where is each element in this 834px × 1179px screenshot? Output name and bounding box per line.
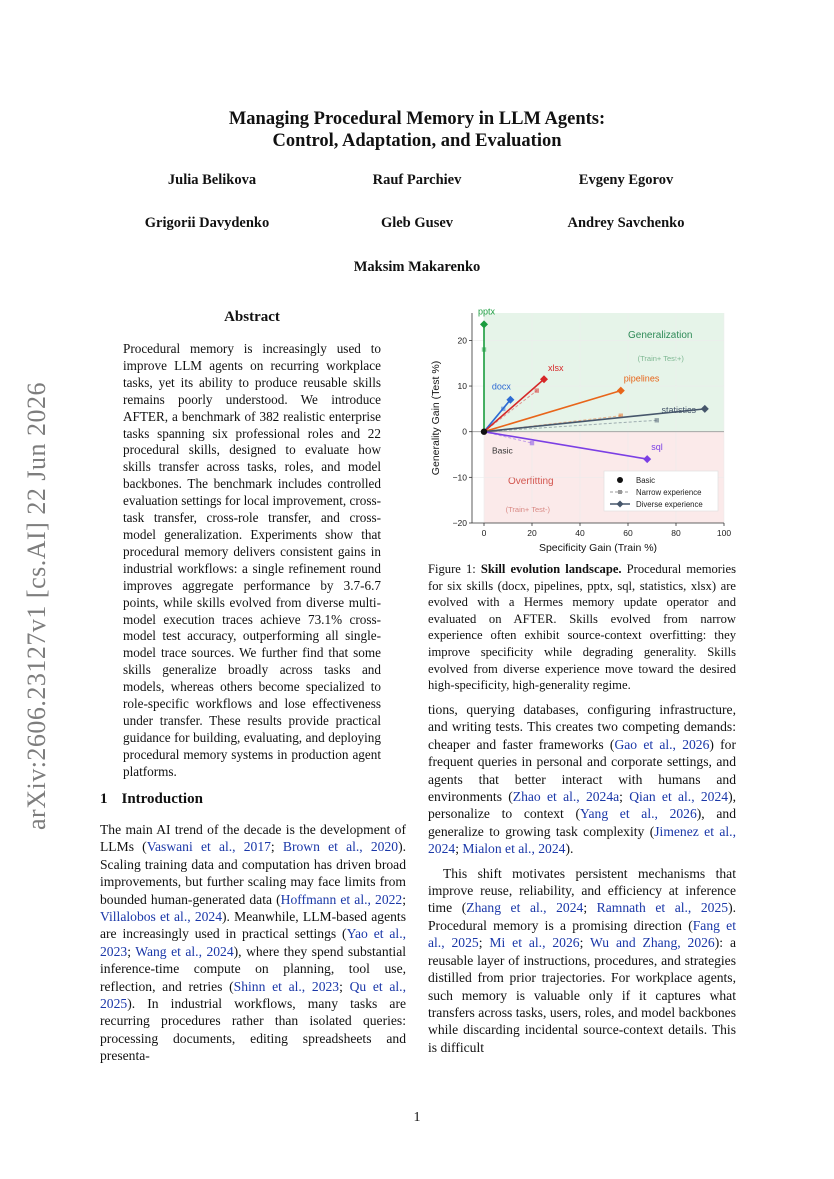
caption-title: Skill evolution landscape. (480, 562, 622, 576)
author: Gleb Gusev (380, 215, 454, 231)
text-run: The main AI trend of the decade is the development of LLMs ( (100, 822, 406, 855)
author: Maksim Makarenko (353, 259, 481, 275)
citation-link[interactable]: Wang et al., 2024 (135, 943, 234, 959)
skill-label-pptx: pptx (478, 306, 496, 317)
text-run: tions, querying databases, configuring infrastructure, and writing tests. This creates two competing demands: cheaper and faster frameworks ( (428, 702, 736, 752)
author: Andrey Savchenko (567, 215, 685, 231)
caption-text: Procedural memories for six skills (docx, pipelines, pptx, sql, statistics, xlsx) are evolved with a Hermes memory update operator and evaluated on AFTER. Skills evolved from narrow experience often exhibit source-context overfitting: they improve specificity while degrading generality. Skills evolved from diverse experience move toward the desired high-specificity, high-generality regime. (428, 562, 736, 693)
text-run: ): a reusable layer of instructions, procedures, and strategies distilled from prior trajectories. For workplace agents, such memory is valuable only if it captures what transfers across tasks, users, roles, and model backbones while discarding incidental source-context details. This is difficult (428, 935, 736, 1055)
text-run: ). (565, 841, 574, 857)
x-tick-label: 20 (527, 528, 537, 538)
citation-link[interactable]: Villalobos et al., 2024 (100, 909, 223, 925)
title-line-2: Control, Adaptation, and Evaluation (272, 131, 562, 151)
narrow-point-statistics (655, 418, 659, 422)
text-run: ). Scaling training data and computation has driven broad improvements, but further scaling may face limits from bounded human-generated data ( (100, 839, 406, 907)
y-tick-label: 0 (462, 426, 467, 437)
author: Evgeny Egorov (578, 172, 674, 188)
y-axis-label: Generality Gain (Test %) (430, 360, 442, 476)
x-tick-label: 80 (671, 528, 681, 538)
paragraph (428, 701, 736, 858)
page-number: 1 (413, 1110, 421, 1125)
citation-link[interactable]: Fang et al., 2025 (428, 917, 736, 951)
author: Rauf Parchiev (372, 172, 462, 188)
region-sublabel: (Train+ Test-) (505, 505, 550, 515)
text-run: ), personalize to context ( (428, 789, 736, 822)
text-run: ), and generalize to growing task complexity ( (428, 806, 737, 839)
y-tick-label: 10 (457, 381, 467, 392)
text-run: ) for frequent queries in personal and corporate settings, and agents that better interact with humans and environments ( (428, 736, 736, 805)
citation-link[interactable]: Zhao et al., 2024a (512, 789, 620, 805)
legend-entry: Diverse experience (636, 500, 703, 509)
text-run: ; (127, 943, 136, 959)
skill-evolution-chart (426, 305, 738, 557)
origin-label: Basic (492, 445, 513, 456)
section-title: Introduction (121, 791, 203, 807)
citation-link[interactable]: Jimenez et al., 2024 (428, 823, 736, 857)
intro-column-right (428, 701, 736, 1056)
region-label: Overfitting (508, 476, 554, 488)
text-run: ; (478, 935, 490, 951)
title-line-1: Managing Procedural Memory in LLM Agents: (228, 109, 606, 129)
citation-link[interactable]: Yang et al., 2026 (580, 806, 697, 822)
citation-link[interactable]: Yao et al., 2023 (100, 926, 406, 959)
abstract-heading: Abstract (224, 309, 280, 325)
y-tick-label: 20 (457, 335, 467, 346)
citation-link[interactable]: Hoffmann et al., 2022 (280, 891, 403, 907)
x-tick-label: 60 (623, 528, 633, 538)
citation-link[interactable]: Mi et al., 2026 (489, 935, 580, 951)
paragraph (428, 865, 736, 1056)
x-tick-label: 40 (575, 528, 585, 538)
skill-label-pipelines: pipelines (623, 373, 660, 384)
arxiv-identifier: arXiv:2606.23127v1 [cs.AI] 22 Jun 2026 (22, 382, 51, 830)
citation-link[interactable]: Brown et al., 2020 (282, 839, 399, 855)
figure-caption (428, 561, 736, 694)
basic-origin-point (481, 428, 487, 434)
text-run: ; (619, 789, 630, 805)
text-run: ). Meanwhile, LLM-based agents are increasingly used in practical settings ( (100, 909, 407, 942)
author: Julia Belikova (167, 172, 257, 188)
citation-link[interactable]: Qu et al., 2025 (100, 978, 406, 1012)
citation-link[interactable]: Wu and Zhang, 2026 (590, 935, 715, 951)
x-axis-label: Specificity Gain (Train %) (538, 542, 658, 554)
intro-column-left (100, 821, 406, 1065)
section-heading (100, 791, 203, 808)
text-run: ), where they spend substantial inference-time compute on planning, tool use, reflection, and retries ( (100, 943, 406, 994)
author: Grigorii Davydenko (144, 215, 270, 231)
legend-marker-narrow (618, 490, 622, 494)
narrow-point-xlsx (535, 388, 539, 392)
x-tick-label: 0 (481, 528, 487, 538)
citation-link[interactable]: Zhang et al., 2024 (466, 900, 584, 916)
skill-label-sql: sql (651, 442, 663, 453)
y-tick-label: −10 (452, 472, 467, 483)
x-tick-label: 100 (716, 528, 732, 538)
text-run: ; (579, 935, 590, 951)
caption-label: Figure 1: (428, 562, 476, 576)
abstract-text: Procedural memory is increasingly used to improve LLM agents on recurring workplace tasks, yet its ability to produce reusable skills remains poorly understood. We introduce AFTER, a benchmark of 382 realistic enterprise tasks spanning six professional roles and 22 procedural skills, designed to evaluate how skills transfer across tasks, roles, and model backbones. The benchmark includes controlled evaluation settings for local improvement, cross-task transfer, cross-role transfer, and cross-model generalization. Experiments show that procedural memory delivers consistent gains in industrial workflows: a single refinement round improves aggregate performance by 3.7-6.7 points, while skills evolved from diverse multi-model execution traces achieve 73.1% cross-model test accuracy, outperforming all single-model trace sources. We further find that some skills generalize broadly across tasks and models, whereas others become specialized to role-specific workflows and lose effectiveness under transfer. These results provide practical guidance for building, evaluating, and deploying procedural memory systems in production agent platforms. (123, 341, 381, 779)
citation-link[interactable]: Mialon et al., 2024 (462, 841, 566, 857)
text-run: ). Procedural memory is a promising direction ( (428, 900, 736, 933)
section-number: 1 (100, 791, 108, 807)
citation-link[interactable]: Shinn et al., 2023 (233, 978, 340, 994)
skill-label-xlsx: xlsx (548, 363, 564, 374)
legend-marker-basic (617, 477, 623, 483)
paper-title (0, 108, 834, 152)
text-run: ). In industrial workflows, many tasks are recurring procedures rather than isolated queries: processing documents, editing spreadsheets and presenta- (100, 996, 406, 1064)
narrow-point-sql (530, 441, 534, 445)
citation-link[interactable]: Vaswani et al., 2017 (146, 839, 271, 855)
legend-entry: Narrow experience (636, 488, 702, 497)
region-sublabel: (Train+ Test+) (637, 353, 684, 363)
chart-legend (604, 471, 718, 511)
text-run: ; (402, 891, 406, 907)
citation-link[interactable]: Gao et al., 2026 (614, 736, 710, 752)
text-run: ; (455, 841, 463, 857)
text-run: ; (339, 978, 350, 994)
region-label: Generalization (628, 330, 693, 342)
text-run: This shift motivates persistent mechanisms that improve reuse, reliability, and efficiency at inference time ( (428, 865, 736, 916)
text-run: ; (270, 839, 283, 855)
citation-link[interactable]: Ramnath et al., 2025 (596, 900, 729, 916)
text-run: ; (583, 900, 597, 916)
skill-label-statistics: statistics (661, 404, 697, 415)
citation-link[interactable]: Qian et al., 2024 (629, 789, 729, 805)
legend-entry: Basic (636, 476, 656, 485)
y-tick-label: −20 (452, 518, 467, 528)
skill-label-docx: docx (491, 381, 511, 392)
